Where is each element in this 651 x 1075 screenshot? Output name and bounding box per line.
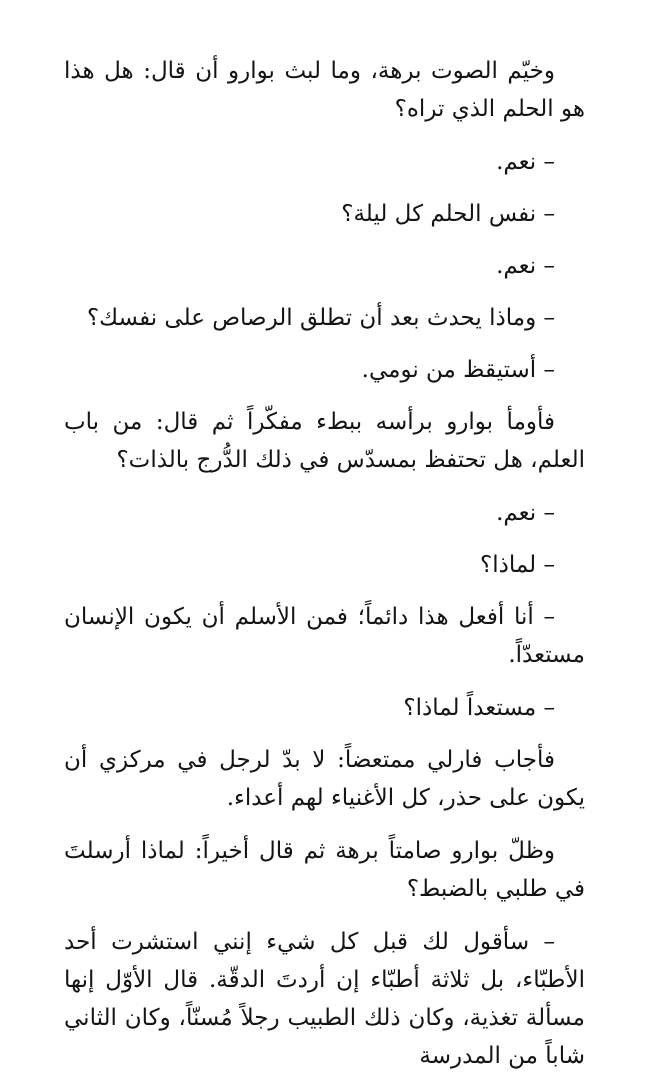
dialogue-line: – سأقول لك قبل كل شيء إنني استشرت أحد الأطبّاء، بل ثلاثة أطبّاء إن أردتَ الدقّة. قال الأوّل إنها مسألة تغذية، وكان ذلك الطبيب رجلاً مُسنّاً، وكان الثاني شاباً من المدرسة [64,929,585,1069]
dialogue-line: – أستيقظ من نومي. [361,357,555,383]
narration-paragraph: وظلّ بوارو صامتاً برهة ثم قال أخيراً: لماذا أرسلتَ في طلبي بالضبط؟ [64,838,585,902]
narration-paragraph: وخيّم الصوت برهة، وما لبث بوارو أن قال: هل هذا هو الحلم الذي تراه؟ [64,58,585,122]
narration-paragraph: فأجاب فارلي ممتعضاً: لا بدّ لرجل في مركزي أن يكون على حذر، كل الأغنياء لهم أعداء. [64,747,585,811]
dialogue-line: – نعم. [496,500,555,526]
dialogue-line: – نفس الحلم كل ليلة؟ [341,201,555,227]
book-page [64,52,585,1069]
dialogue-line: – نعم. [496,253,555,279]
dialogue-line: – لماذا؟ [480,552,555,578]
dialogue-line: – نعم. [496,149,555,175]
dialogue-line: – مستعداً لماذا؟ [403,695,555,721]
dialogue-line: – وماذا يحدث بعد أن تطلق الرصاص على نفسك؟ [86,305,555,331]
dialogue-line: – أنا أفعل هذا دائماً؛ فمن الأسلم أن يكون الإنسان مستعدّاً. [64,604,585,668]
narration-paragraph: فأومأ بوارو برأسه ببطء مفكّراً ثم قال: من باب العلم، هل تحتفظ بمسدّس في ذلك الدُّرج بالذات؟ [64,409,585,473]
